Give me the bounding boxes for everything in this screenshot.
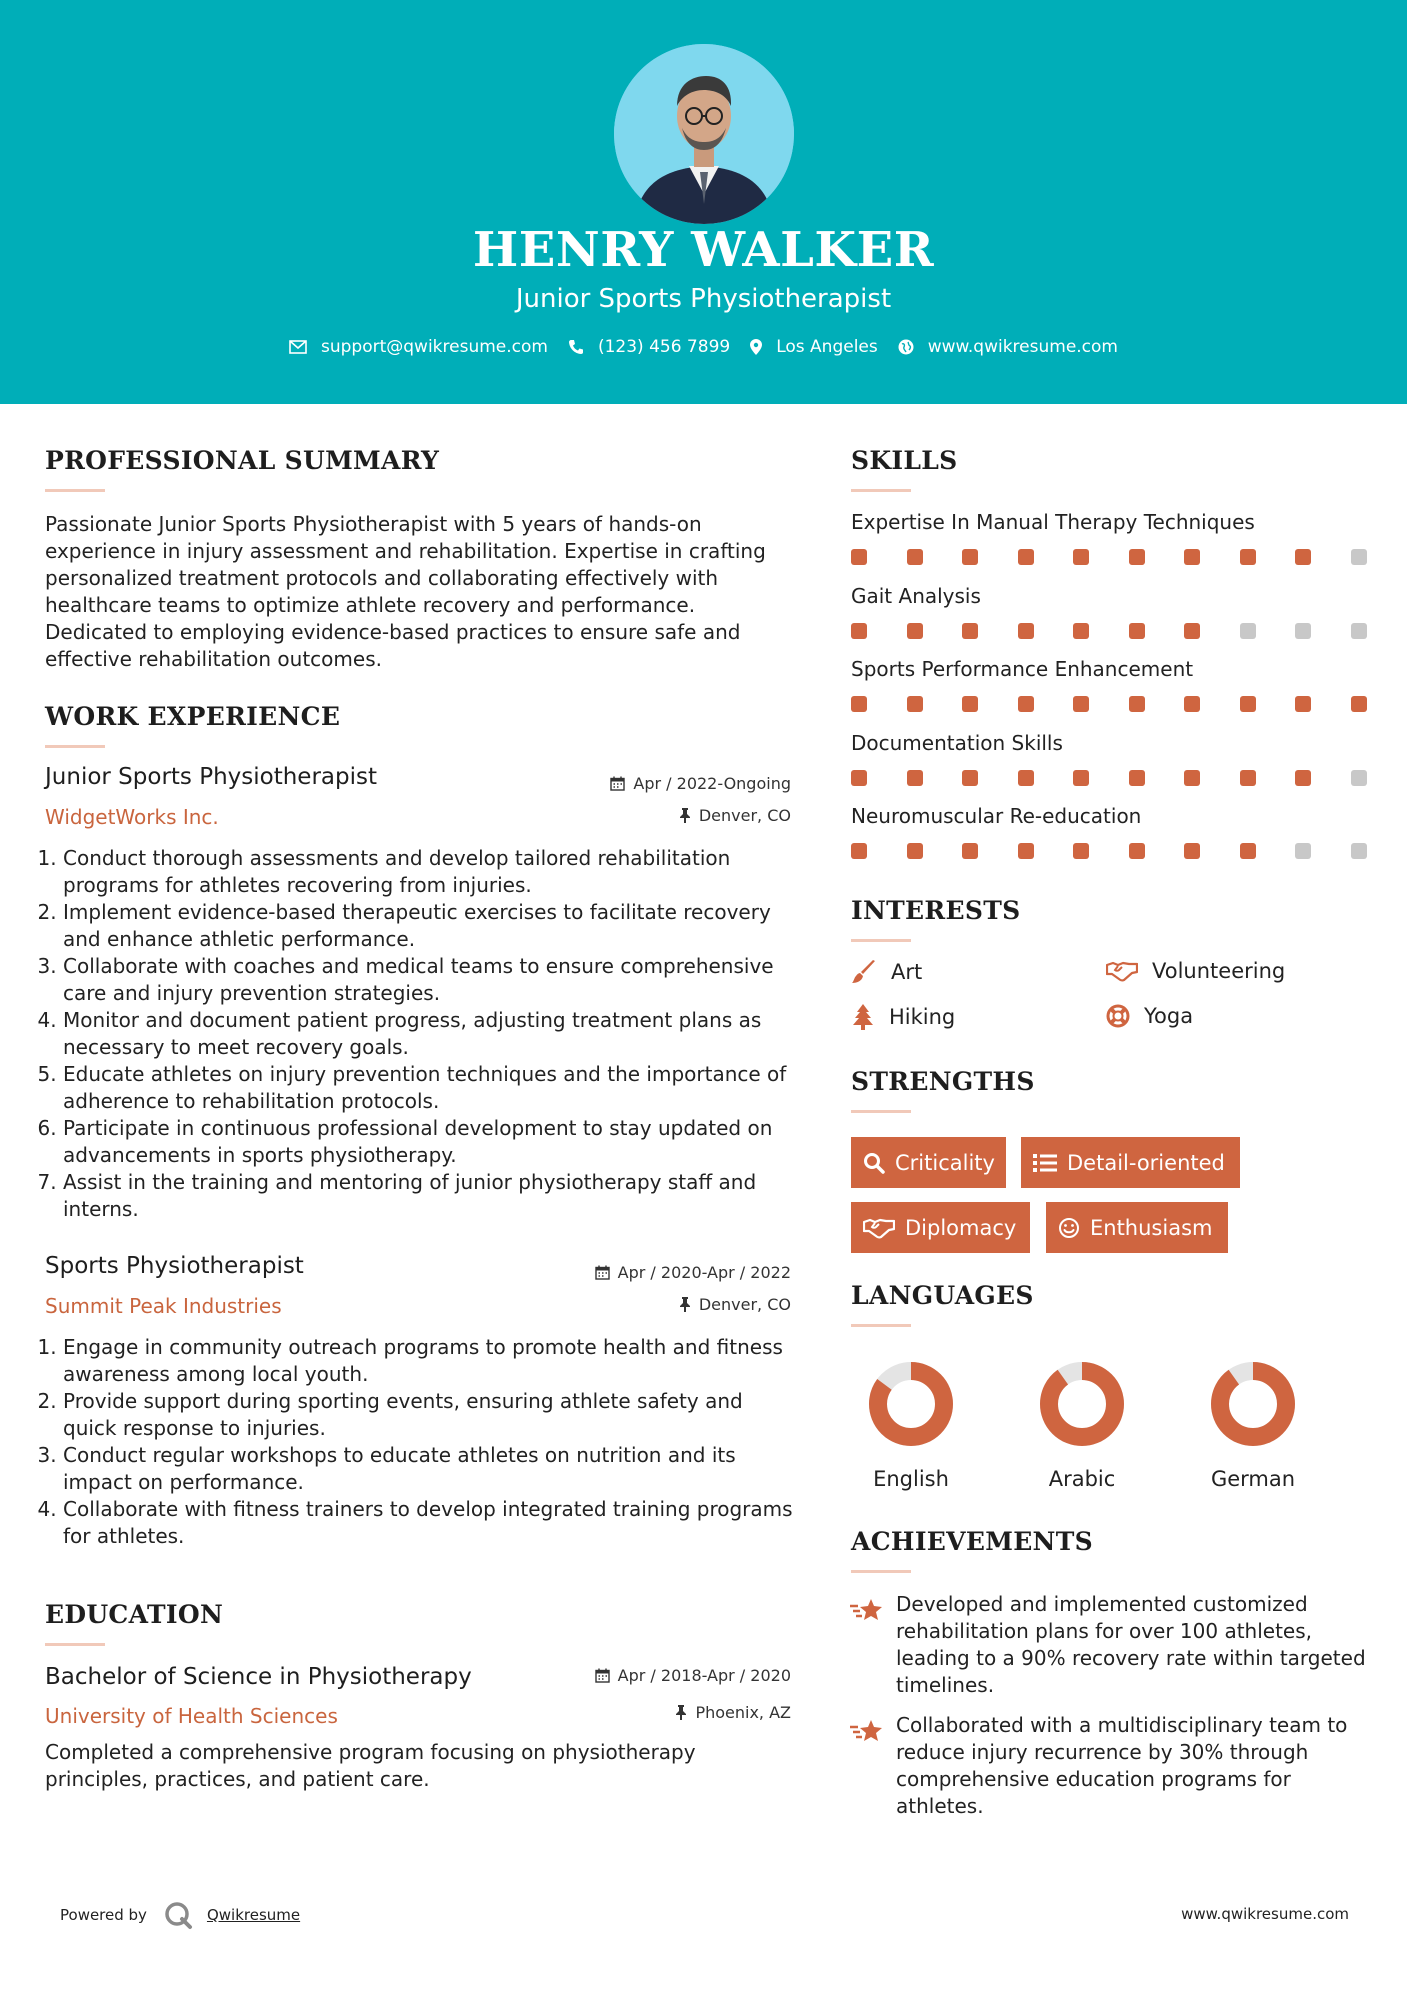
languages-heading: LANGUAGES: [851, 1281, 1034, 1310]
skill-dot-empty: [1351, 623, 1367, 639]
list-item: 6. Participate in continuous professional development to stay updated on advancements in sports physiotherapy.: [63, 1115, 795, 1169]
smile-icon: [1058, 1217, 1080, 1239]
qwikresume-logo-icon: [163, 1900, 193, 1930]
lifebuoy-icon: [1106, 1004, 1130, 1028]
skill-dot-filled: [1184, 843, 1200, 859]
donut-fill: [1049, 1371, 1115, 1437]
list-item: 3. Conduct regular workshops to educate athletes on nutrition and its impact on performance.: [63, 1442, 795, 1496]
strength-label: Enthusiasm: [1090, 1215, 1213, 1240]
experience-heading-underline: [45, 745, 105, 748]
list-item: 3. Collaborate with coaches and medical teams to ensure comprehensive care and injury prevention strategies.: [63, 953, 795, 1007]
strength-chip-enthusiasm: [1046, 1202, 1228, 1253]
education-heading-underline: [45, 1643, 105, 1646]
candidate-name: HENRY WALKER: [472, 222, 935, 278]
skill-dot-filled: [1184, 623, 1200, 639]
skill-dot-filled: [851, 623, 867, 639]
interest-volunteering: [1106, 959, 1285, 983]
pin-icon: [675, 1705, 687, 1720]
calendar-icon: [595, 1265, 610, 1280]
pin-icon: [679, 808, 691, 823]
list-item: 7. Assist in the training and mentoring of junior physiotherapy staff and interns.: [63, 1169, 795, 1223]
skill-dot-filled: [1018, 696, 1034, 712]
list-icon: [1033, 1153, 1057, 1173]
handshake-icon: [863, 1217, 895, 1239]
skill-dot-filled: [1129, 696, 1145, 712]
skill-dot-filled: [1018, 549, 1034, 565]
job-location-text: Denver, CO: [698, 806, 791, 825]
footer-powered-by: [60, 1900, 300, 1930]
handshake-icon: [1106, 960, 1138, 982]
skills-heading: SKILLS: [851, 446, 958, 475]
interests-heading-underline: [851, 939, 911, 942]
star-icon: [850, 1718, 884, 1748]
interest-label: Hiking: [889, 1005, 956, 1029]
email-text: support@qwikresume.com: [321, 337, 548, 357]
skill-dot-filled: [1073, 770, 1089, 786]
education-dates-text: Apr / 2018-Apr / 2020: [617, 1666, 791, 1685]
skill-dot-filled: [1240, 770, 1256, 786]
achievements-heading-underline: [851, 1570, 911, 1573]
summary-text: Passionate Junior Sports Physiotherapist with 5 years of hands-on experience in injury assessment and rehabilitation. Expertise in crafting personalized treatment protocols and collaborating effectively with healthcare teams to optimize athlete recovery and performance. Dedicated to employing evidence-based practices to ensure safe and effective rehabilitation outcomes.: [45, 512, 766, 671]
job-dates: [531, 774, 791, 793]
language-item: [1038, 1360, 1126, 1491]
skill-dot-empty: [1351, 843, 1367, 859]
language-donut: [1038, 1360, 1126, 1448]
achievement-text: Collaborated with a multidisciplinary team to reduce injury recurrence by 30% through comprehensive education programs for athletes.: [896, 1713, 1348, 1818]
summary-heading-underline: [45, 489, 105, 492]
skill-dot-filled: [1073, 696, 1089, 712]
location-text: Los Angeles: [776, 337, 878, 357]
skill-dot-filled: [1295, 770, 1311, 786]
skill-dot-filled: [1184, 770, 1200, 786]
profile-photo: [614, 44, 794, 224]
interest-label: Volunteering: [1152, 959, 1286, 983]
skill-dot-filled: [907, 549, 923, 565]
language-item: [1209, 1360, 1297, 1491]
contact-bar: [0, 337, 1407, 357]
map-pin-icon: [750, 339, 762, 355]
list-item: 4. Collaborate with fitness trainers to develop integrated training programs for athletes.: [63, 1496, 795, 1550]
list-item: 1. Conduct thorough assessments and develop tailored rehabilitation programs for athletes recovering from injuries.: [63, 845, 795, 899]
calendar-icon: [595, 1668, 610, 1683]
skill-dot-filled: [907, 843, 923, 859]
list-item: 1. Engage in community outreach programs to promote health and fitness awareness among local youth.: [63, 1334, 795, 1388]
achievement-text: Developed and implemented customized rehabilitation plans for over 100 athletes, leading to a 90% recovery rate within targeted timelines.: [896, 1592, 1366, 1697]
skill-dot-filled: [1073, 549, 1089, 565]
language-item: [867, 1360, 955, 1491]
school-name: University of Health Sciences: [45, 1704, 338, 1728]
star-icon: [850, 1597, 884, 1627]
job-duties-list: [45, 845, 795, 1223]
skill-name: Sports Performance Enhancement: [851, 657, 1194, 681]
interest-label: Art: [891, 960, 923, 984]
language-label: English: [873, 1467, 949, 1491]
skill-dot-empty: [1351, 549, 1367, 565]
phone-icon: [568, 339, 584, 355]
skill-dot-filled: [1018, 623, 1034, 639]
skill-dot-filled: [1129, 549, 1145, 565]
skill-dot-empty: [1240, 623, 1256, 639]
skill-dot-empty: [1295, 843, 1311, 859]
skills-heading-underline: [851, 489, 911, 492]
interest-yoga: [1106, 1004, 1193, 1028]
pin-icon: [679, 1297, 691, 1312]
list-item: 2. Provide support during sporting events, ensuring athlete safety and quick response to injuries.: [63, 1388, 795, 1442]
skill-dot-filled: [851, 770, 867, 786]
achievements-heading: ACHIEVEMENTS: [851, 1527, 1093, 1556]
skill-name: Documentation Skills: [851, 730, 1063, 755]
strength-chip-detail-oriented: [1021, 1137, 1240, 1188]
education-text: Completed a comprehensive program focusing on physiotherapy principles, practices, and patient care.: [45, 1740, 696, 1791]
strength-chip-criticality: [851, 1137, 1006, 1188]
education-dates: [531, 1666, 791, 1685]
strength-label: Criticality: [895, 1150, 995, 1175]
interest-art: [851, 959, 922, 985]
language-label: Arabic: [1048, 1467, 1116, 1491]
website-text: www.qwikresume.com: [927, 337, 1118, 357]
contact-location: [750, 337, 878, 357]
skill-dot-filled: [962, 623, 978, 639]
globe-icon: [898, 339, 914, 355]
job-dates-text: Apr / 2020-Apr / 2022: [617, 1263, 791, 1282]
skill-dot-filled: [907, 696, 923, 712]
job-company: WidgetWorks Inc.: [45, 805, 219, 829]
donut-fill: [1220, 1371, 1286, 1437]
degree-title: Bachelor of Science in Physiotherapy: [45, 1664, 472, 1690]
skill-dot-filled: [1018, 770, 1034, 786]
skill-dot-filled: [1240, 549, 1256, 565]
skill-dot-filled: [1073, 623, 1089, 639]
strengths-heading: STRENGTHS: [851, 1067, 1035, 1096]
skill-dot-filled: [1351, 696, 1367, 712]
skill-dot-filled: [1129, 843, 1145, 859]
paintbrush-icon: [851, 959, 877, 985]
skill-dot-filled: [1184, 549, 1200, 565]
list-item: 5. Educate athletes on injury prevention techniques and the importance of adherence to rehabilitation protocols.: [63, 1061, 795, 1115]
phone-text: (123) 456 7899: [597, 337, 731, 357]
skill-dot-filled: [907, 623, 923, 639]
skill-dot-filled: [1129, 623, 1145, 639]
skill-dot-filled: [1073, 843, 1089, 859]
skill-name: Expertise In Manual Therapy Techniques: [851, 510, 1255, 534]
skill-dot-filled: [1240, 843, 1256, 859]
job-location: [531, 1295, 791, 1314]
person-avatar-icon: [614, 44, 794, 224]
skill-name: Neuromuscular Re-education: [851, 804, 1142, 828]
summary-heading: PROFESSIONAL SUMMARY: [45, 446, 440, 475]
footer-website[interactable]: www.qwikresume.com: [1181, 1905, 1349, 1923]
strength-label: Detail-oriented: [1067, 1150, 1225, 1175]
skill-dot-filled: [1184, 696, 1200, 712]
job-title: Sports Physiotherapist: [45, 1253, 304, 1279]
skill-dot-filled: [851, 549, 867, 565]
candidate-role: Junior Sports Physiotherapist: [515, 284, 892, 314]
languages-heading-underline: [851, 1324, 911, 1327]
skill-dot-filled: [851, 843, 867, 859]
education-location-text: Phoenix, AZ: [695, 1703, 791, 1722]
skill-dot-filled: [1295, 549, 1311, 565]
job-company: Summit Peak Industries: [45, 1294, 282, 1318]
skill-dot-filled: [962, 696, 978, 712]
skill-dot-empty: [1295, 623, 1311, 639]
strength-label: Diplomacy: [905, 1215, 1017, 1240]
skill-dot-filled: [1295, 696, 1311, 712]
education-location: [531, 1703, 791, 1722]
tree-icon: [851, 1004, 875, 1030]
resume-header: [0, 0, 1407, 404]
language-donut: [1209, 1360, 1297, 1448]
skill-dot-filled: [851, 696, 867, 712]
job-location: [531, 806, 791, 825]
experience-heading: WORK EXPERIENCE: [45, 702, 341, 731]
skill-dot-filled: [962, 549, 978, 565]
language-label: German: [1210, 1467, 1296, 1491]
envelope-icon: [289, 340, 307, 354]
job-dates: [531, 1263, 791, 1282]
strengths-heading-underline: [851, 1110, 911, 1113]
skill-dot-filled: [962, 770, 978, 786]
list-item: 2. Implement evidence-based therapeutic exercises to facilitate recovery and enhance athletic performance.: [63, 899, 795, 953]
powered-by-text: Powered by: [60, 1906, 147, 1924]
strength-chip-diplomacy: [851, 1202, 1030, 1253]
interest-label: Yoga: [1144, 1004, 1194, 1028]
education-heading: EDUCATION: [45, 1600, 224, 1629]
job-dates-text: Apr / 2022-Ongoing: [633, 774, 791, 793]
skill-dot-filled: [1018, 843, 1034, 859]
search-icon: [863, 1152, 885, 1174]
language-donut: [867, 1360, 955, 1448]
skill-dot-filled: [962, 843, 978, 859]
calendar-icon: [610, 776, 625, 791]
brand-link[interactable]: Qwikresume: [206, 1906, 301, 1924]
job-title: Junior Sports Physiotherapist: [45, 764, 377, 790]
skill-dot-filled: [907, 770, 923, 786]
contact-email[interactable]: [289, 337, 548, 357]
skill-name: Gait Analysis: [851, 583, 981, 608]
interest-hiking: [851, 1004, 955, 1030]
skill-dot-filled: [1129, 770, 1145, 786]
skill-dot-filled: [1240, 696, 1256, 712]
contact-phone[interactable]: [568, 337, 730, 357]
list-item: 4. Monitor and document patient progress, adjusting treatment plans as necessary to meet recovery goals.: [63, 1007, 795, 1061]
contact-website[interactable]: [898, 337, 1118, 357]
skill-dot-empty: [1351, 770, 1367, 786]
interests-heading: INTERESTS: [851, 896, 1021, 925]
job-duties-list: [45, 1334, 795, 1550]
job-location-text: Denver, CO: [698, 1295, 791, 1314]
